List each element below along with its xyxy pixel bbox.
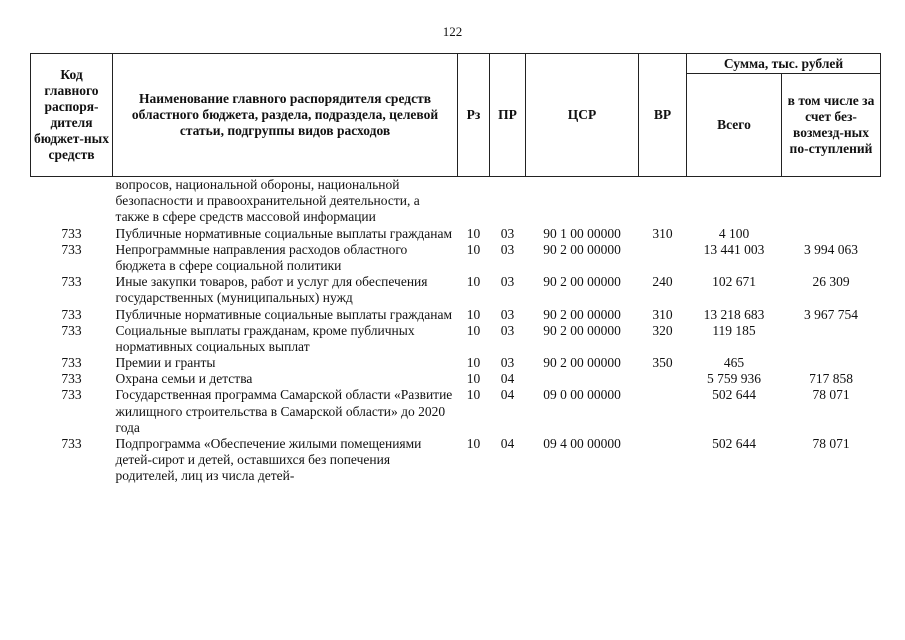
- cell-vr: 310: [652, 306, 673, 322]
- cell-csr: 90 2 00 00000: [543, 306, 621, 322]
- cell-total: [687, 177, 782, 226]
- header-sum-group: Сумма, тыс. рублей: [687, 54, 881, 74]
- cell-total: 502 644: [712, 387, 756, 403]
- header-total: Всего: [687, 74, 782, 177]
- cell-pr: 03: [500, 241, 515, 257]
- cell-csr: 90 1 00 00000: [543, 225, 621, 241]
- cell-total: 4 100: [718, 225, 750, 241]
- cell-csr: 90 2 00 00000: [543, 241, 621, 257]
- cell-code: 733: [61, 355, 82, 371]
- cell-name: Иные закупки товаров, работ и услуг для обеспечения государственных (муниципальных) нужд: [115, 274, 428, 306]
- cell-csr: 90 2 00 00000: [543, 322, 621, 338]
- cell-name: Социальные выплаты гражданам, кроме публичных нормативных социальных выплат: [115, 322, 415, 354]
- cell-name: Охрана семьи и детства: [115, 371, 253, 387]
- table-body: [31, 177, 881, 485]
- table-row: [31, 323, 881, 355]
- cell-total: 465: [723, 355, 745, 371]
- cell-total: 13 441 003: [703, 241, 765, 257]
- cell-code: [31, 177, 113, 226]
- cell-rz: 10: [466, 241, 481, 257]
- cell-free: 26 309: [812, 274, 850, 290]
- cell-total: 102 671: [712, 274, 756, 290]
- header-pr: ПР: [490, 54, 526, 177]
- header-incl-free: в том числе за счет без-возмезд-ных по-ступлений: [782, 74, 881, 177]
- cell-csr: 90 2 00 00000: [543, 355, 621, 371]
- cell-csr: 09 0 00 00000: [543, 387, 621, 403]
- cell-free: 3 994 063: [804, 241, 858, 257]
- cell-free: 78 071: [812, 387, 850, 403]
- cell-code: 733: [61, 371, 82, 387]
- table-row: [31, 371, 881, 387]
- cell-name: Публичные нормативные социальные выплаты гражданам: [115, 225, 453, 241]
- table-row: [31, 242, 881, 274]
- header-name: Наименование главного распорядителя средств областного бюджета, раздела, подраздела, целевой статьи, подгруппы видов расходов: [113, 54, 458, 177]
- cell-vr: [639, 436, 687, 485]
- cell-total: 502 644: [712, 436, 756, 451]
- cell-code: 733: [61, 322, 82, 338]
- table-row: [31, 387, 881, 436]
- cell-free: [782, 355, 881, 371]
- cell-free: [782, 323, 881, 355]
- cell-code: 733: [61, 225, 82, 241]
- cell-name: Премии и гранты: [115, 355, 216, 371]
- cell-pr: 03: [500, 355, 515, 371]
- cell-free: 717 858: [809, 371, 853, 387]
- cell-vr: 320: [652, 322, 673, 338]
- cell-pr: 03: [500, 225, 515, 241]
- cell-vr: 310: [652, 225, 673, 241]
- cell-vr: [639, 371, 687, 387]
- cell-csr: [526, 371, 639, 387]
- cell-rz: 10: [466, 355, 481, 371]
- cell-code: 733: [61, 241, 82, 257]
- cell-code: 733: [61, 436, 82, 451]
- cell-total: 5 759 936: [707, 371, 761, 387]
- table-row: [31, 355, 881, 371]
- cell-pr: 04: [500, 371, 515, 387]
- header-csr: ЦСР: [526, 54, 639, 177]
- table-row: [31, 436, 881, 485]
- cell-name: Подпрограмма «Обеспечение жилыми помещениями детей-сирот и детей, оставшихся без попечения родителей, лиц из числа детей-: [115, 436, 422, 484]
- budget-table: [30, 53, 881, 485]
- cell-pr: 04: [500, 436, 515, 451]
- cell-pr: 03: [500, 322, 515, 338]
- page-number: 122: [442, 24, 463, 39]
- cell-pr: 04: [500, 387, 515, 403]
- cell-free: 78 071: [812, 436, 850, 451]
- cell-code: 733: [61, 274, 82, 290]
- header-code: Код главного распоря-дителя бюджет-ных средств: [31, 54, 113, 177]
- cell-vr: [639, 387, 687, 436]
- cell-rz: 10: [466, 274, 481, 290]
- cell-free: [782, 177, 881, 226]
- cell-rz: 10: [466, 371, 481, 387]
- cell-name: Публичные нормативные социальные выплаты гражданам: [115, 306, 453, 322]
- cell-vr: 240: [652, 274, 673, 290]
- cell-free: 3 967 754: [804, 306, 858, 322]
- table-row: [31, 307, 881, 323]
- cell-name: вопросов, национальной обороны, национальной безопасности и правоохранительной деятельности, а также в сфере средств массовой информации: [115, 177, 420, 225]
- cell-rz: 10: [466, 306, 481, 322]
- cell-rz: 10: [466, 225, 481, 241]
- cell-rz: [458, 177, 490, 226]
- cell-pr: [490, 177, 526, 226]
- cell-rz: 10: [466, 436, 481, 451]
- cell-vr: [639, 177, 687, 226]
- cell-code: 733: [61, 387, 82, 403]
- cell-csr: 09 4 00 00000: [543, 436, 621, 451]
- cell-vr: 350: [652, 355, 673, 371]
- cell-pr: 03: [500, 274, 515, 290]
- cell-code: 733: [61, 306, 82, 322]
- table-row: [31, 177, 881, 226]
- cell-rz: 10: [466, 322, 481, 338]
- cell-total: 119 185: [712, 322, 756, 338]
- cell-free: [782, 226, 881, 242]
- cell-pr: 03: [500, 306, 515, 322]
- cell-csr: 90 2 00 00000: [543, 274, 621, 290]
- table-header: [31, 54, 881, 177]
- cell-csr: [526, 177, 639, 226]
- header-vr: ВР: [639, 54, 687, 177]
- cell-name: Государственная программа Самарской области «Развитие жилищного строительства в Самарской области» до 2020 года: [115, 387, 453, 435]
- cell-vr: [639, 242, 687, 274]
- cell-total: 13 218 683: [703, 306, 765, 322]
- table-row: [31, 226, 881, 242]
- cell-rz: 10: [466, 387, 481, 403]
- table-row: [31, 274, 881, 306]
- header-rz: Рз: [458, 54, 490, 177]
- cell-name: Непрограммные направления расходов областного бюджета в сфере социальной политики: [115, 241, 408, 273]
